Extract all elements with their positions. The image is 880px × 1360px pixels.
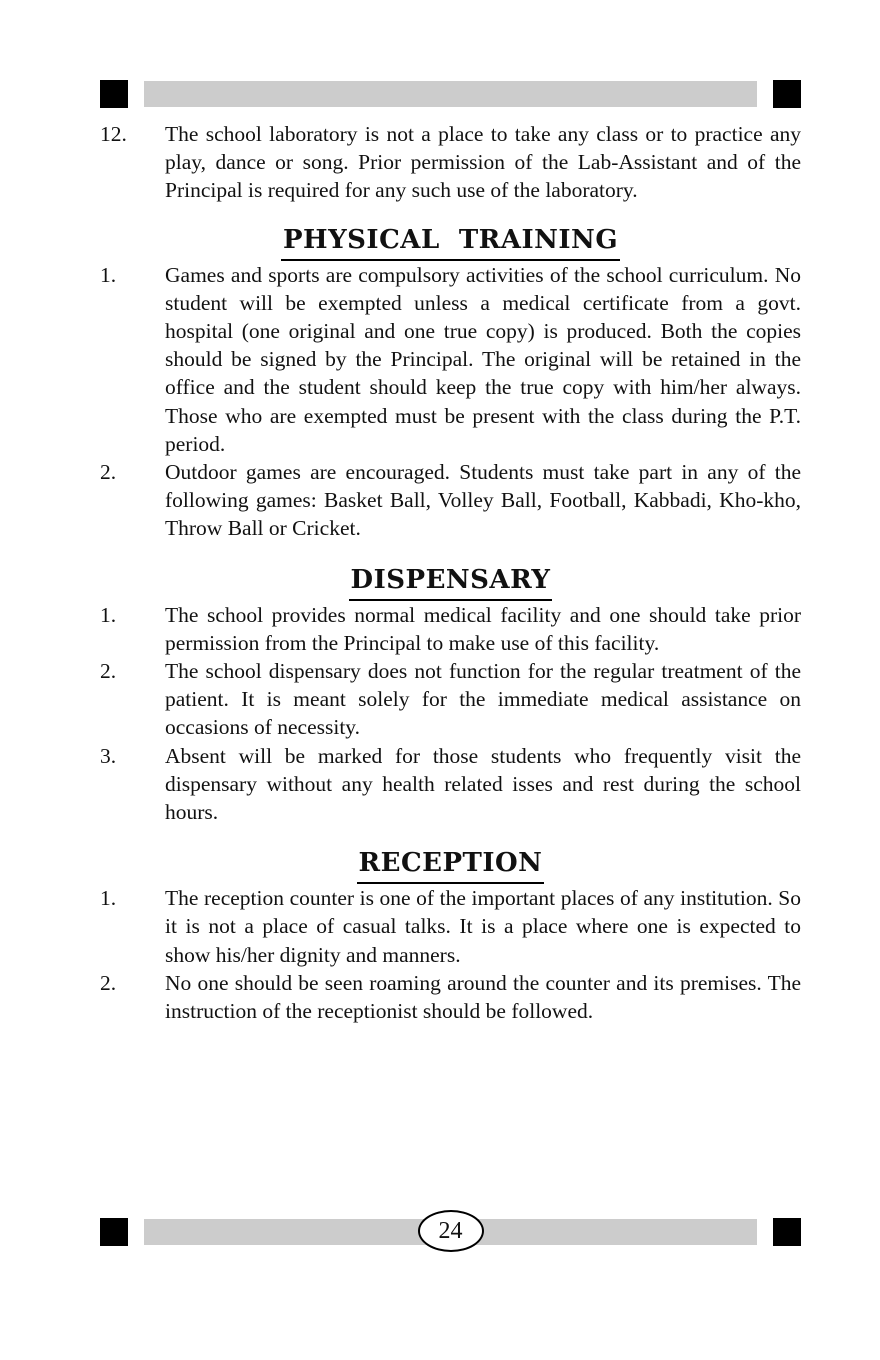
page-number: 24 — [418, 1210, 484, 1252]
header-left-square — [100, 80, 128, 108]
footer-left-square — [100, 1218, 128, 1246]
section-title: PHYSICAL TRAINING — [281, 223, 620, 261]
item-number: 1. — [100, 602, 117, 627]
list-item — [100, 657, 801, 742]
footer-rule — [100, 1218, 801, 1246]
header-right-square — [773, 80, 801, 108]
section-title: RECEPTION — [357, 846, 545, 884]
item-number: 3. — [100, 743, 117, 768]
item-text: Games and sports are compulsory activities of the school curriculum. No student will be exempted unless a medical certificate from a govt. hospital (one original and one true copy) is produced. Both the copies should be signed by the Principal. The original will be retained in the office and the student should keep the true copy with him/her always. Those who are exempted must be present with the class during the P.T. period. — [165, 262, 801, 456]
list-item — [100, 601, 801, 657]
item-text: The school provides normal medical facility and one should take prior permission from the Principal to make use of this facility. — [165, 602, 801, 655]
section-heading-dispensary — [100, 563, 801, 601]
list-item — [100, 261, 801, 458]
header-rule — [100, 80, 801, 108]
item-text: Outdoor games are encouraged. Students must take part in any of the following games: Basket Ball, Volley Ball, Football, Kabbadi, Kho-kho, Throw Ball or Cricket. — [165, 460, 801, 541]
list-item-lab-12 — [100, 120, 801, 205]
header-gray-bar — [144, 81, 757, 107]
section-title: DISPENSARY — [349, 563, 553, 601]
list-item — [100, 458, 801, 543]
item-text: The school laboratory is not a place to take any class or to practice any play, dance or song. Prior permission of the Lab-Assistant and of the Principal is required for any such use of the laboratory. — [165, 122, 801, 203]
page-content — [100, 120, 801, 1025]
footer-right-square — [773, 1218, 801, 1246]
list-item — [100, 742, 801, 827]
item-number: 12. — [100, 122, 127, 146]
item-number: 2. — [100, 970, 117, 995]
item-number: 2. — [100, 659, 117, 684]
list-item — [100, 884, 801, 969]
item-number: 2. — [100, 460, 117, 485]
section-heading-reception — [100, 846, 801, 884]
section-heading-physical-training — [100, 223, 801, 261]
list-item — [100, 969, 801, 1025]
item-number: 1. — [100, 262, 117, 287]
item-number: 1. — [100, 886, 117, 911]
item-text: No one should be seen roaming around the counter and its premises. The instruction of the receptionist should be followed. — [165, 970, 801, 1024]
item-text: The school dispensary does not function for the regular treatment of the patient. It is meant solely for the immediate medical assistance on occasions of necessity. — [165, 659, 801, 740]
item-text: Absent will be marked for those students who frequently visit the dispensary without any health related isses and rest during the school hours. — [165, 743, 801, 825]
item-text: The reception counter is one of the important places of any institution. So it is not a place of casual talks. It is a place where one is expected to show his/her dignity and manners. — [165, 886, 801, 967]
